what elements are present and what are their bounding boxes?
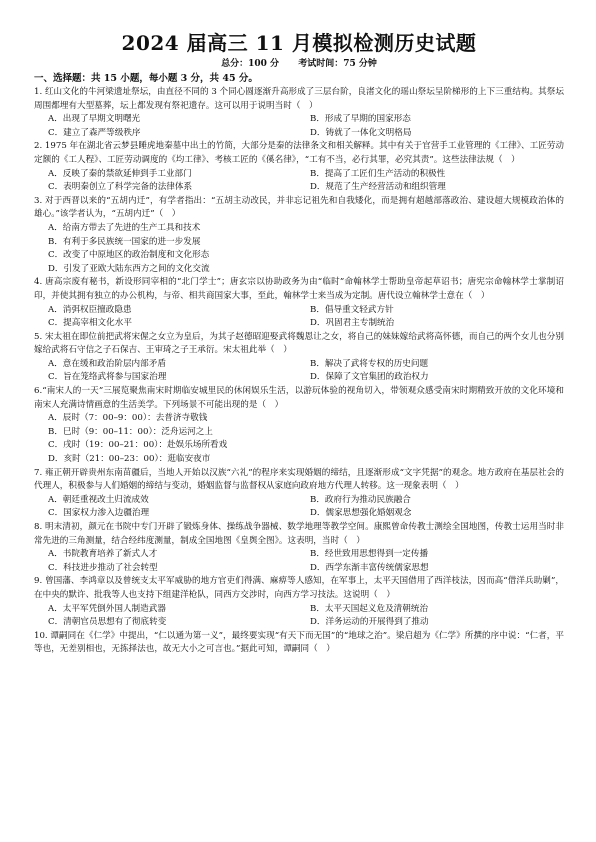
option-c: C．戌时（19：00–21：00）：赴娱乐场所看戏 xyxy=(48,440,228,451)
option-b: B．解决了武将专权的历史问题 xyxy=(310,358,429,369)
option-b: B．有利于多民族统一国家的进一步发展 xyxy=(48,236,201,247)
option-a: A．意在缓和政治阶层内部矛盾 xyxy=(48,358,166,369)
question-stem: 8. 明末清初，颜元在书院中专门开辟了锻炼身体、操练战争器械、数学地理等教学空间。康熙曾命传教士测绘全国地图，传教士运用当时非常先进的三角测量，结合经纬度测量，制成全国地图《皇舆全图》。这表明，当时（ ） xyxy=(34,522,564,546)
option-d: D．亥时（21：00–23：00）：逛临安夜市 xyxy=(48,454,211,465)
question-list xyxy=(34,86,564,657)
option-b: B．政府行为推动民族融合 xyxy=(310,494,411,505)
option-c: C．科技进步推动了社会转型 xyxy=(48,562,158,573)
question-stem: 4. 唐高宗废有秘书，新设形同宰相的“北门学士”；唐玄宗以协助政务为由“临时”命翰林学士帮助皇帝起草诏书；唐宪宗命翰林学士掌制诏印，并使其拥有独立的办公机构，与帝、相共商国家大事，至此，翰林学士来当成为定制。唐代设立翰林学士意在（ ） xyxy=(34,277,564,301)
question-5 xyxy=(34,331,564,385)
option-a: A．朝廷重视改土归流成效 xyxy=(48,494,149,505)
option-a: A．消弭权臣擅政隐患 xyxy=(48,304,132,315)
option-a: A．给南方带去了先进的生产工具和技术 xyxy=(48,222,201,233)
page-title: 2024 届高三 11 月模拟检测历史试题 xyxy=(121,31,477,55)
option-list xyxy=(34,412,564,466)
option-c: C．建立了森严等级秩序 xyxy=(48,127,141,138)
option-list xyxy=(34,358,564,385)
question-stem: 9. 曾国藩、李鸿章以及曾统支太平军威胁的地方官吏们得满、麻痹等人感知，在军事上，太平天国借用了西洋枝法，因而高“借洋兵助剿”，在中央的默许、批我等人也支持下组建洋枪队，同西方交涉时，向西方学习技法。这说明（ ） xyxy=(34,576,564,600)
option-a: A．反映了秦的禁欲延伸到手工业部门 xyxy=(48,168,192,179)
question-8 xyxy=(34,521,564,575)
option-b: B．形成了早期的国家形态 xyxy=(310,114,411,125)
option-b: B．太平天国起义危及清朝统治 xyxy=(310,603,429,614)
option-list xyxy=(34,168,564,195)
option-d: D．引发了亚欧大陆东西方之间的文化交流 xyxy=(48,263,210,274)
question-3 xyxy=(34,195,564,277)
option-a: A．书院教育培养了新式人才 xyxy=(48,549,158,560)
option-b: B．巳时（9：00–11：00）：泛舟运河之上 xyxy=(48,426,213,437)
option-c: C．提高宰相文化水平 xyxy=(48,318,132,329)
option-c: C．清朝官员思想有了彻底转变 xyxy=(48,617,167,628)
section-heading: 一、选择题：共 15 小题，每小题 3 分，共 45 分。 xyxy=(34,73,258,84)
total-score: 总分：100 分 xyxy=(221,59,280,69)
question-7 xyxy=(34,467,564,521)
option-list xyxy=(34,113,564,140)
question-10 xyxy=(34,630,564,657)
question-stem: 5. 宋太祖在即位前把武将宋偓之女立为皇后，为其子赵德昭迎娶武将魏恩让之女，将自己的妹妹嫁给武将高怀德，而自己的两个女儿也分别嫁给武将石守信之子石保吉、王审琦之子王承衍。宋太祖此举（ ） xyxy=(34,331,564,356)
question-stem: 6.“南宋人的一天”三展览聚焦南宋时期临安城里民的休闲娱乐生活，以游玩体验的视角切入，带领观众感受南宋时期精致开放的文化环境和南宋人充满诗情画意的生活美学。下列场景不可能出现的是（ ） xyxy=(34,386,564,410)
option-d: D．儒家思想强化婚姻观念 xyxy=(310,508,412,519)
option-c: C．国家权力渗入边疆治理 xyxy=(48,508,150,519)
option-b: B．经世致用思想得到一定传播 xyxy=(310,549,429,560)
option-b: B．倡导重文轻武方针 xyxy=(310,304,394,315)
option-a: A．太平军凭倒外国人制造武器 xyxy=(48,603,166,614)
option-a: A．出现了早期文明曙光 xyxy=(48,114,141,125)
option-c: C．改变了中原地区的政治制度和文化形态 xyxy=(48,250,210,261)
option-d: D．铸就了一体化文明格局 xyxy=(310,127,412,138)
exam-time: 考试时间：75 分钟 xyxy=(298,59,377,69)
exam-meta xyxy=(34,58,564,70)
option-d: D．规范了生产经营活动和组织管理 xyxy=(310,182,446,193)
option-d: D．保障了文官集团的政治权力 xyxy=(310,372,429,383)
option-list xyxy=(34,548,564,575)
option-d: D．洋务运动的开展得到了推动 xyxy=(310,617,429,628)
option-d: D．西学东渐丰富传统儒家思想 xyxy=(310,562,429,573)
question-stem: 3. 对于西晋以来的“五胡内迁”，有学者指出：“五胡主动改民，并非忘记祖先和自我矮化，而是拥有超越部落政治、建设超大规模政治体的雄心。”该学者认为，“五胡内迁”（ ） xyxy=(34,195,564,220)
option-c: C．旨在笼络武将参与国家治理 xyxy=(48,372,167,383)
option-list xyxy=(34,494,564,521)
option-b: B．提高了工匠们生产活动的积极性 xyxy=(310,168,446,179)
option-a: A．辰时（7：00–9：00）：去普济寺敬钱 xyxy=(48,413,208,424)
option-list xyxy=(34,222,564,276)
option-list xyxy=(34,603,564,630)
option-list xyxy=(34,304,564,331)
question-stem: 7. 雍正朝开辟贵州东南苗疆后，当地人开始以汉族“六礼”的程序来实现婚姻的缔结，且逐渐形成“文字凭据”的观念。地方政府在基层社会的代理人，积极参与人们婚姻的缔结与变动，婚姻监督与监督权从家庭向政府地方代理人转移。这一现象表明（ ） xyxy=(34,467,564,492)
question-9 xyxy=(34,575,564,629)
option-d: D．巩固君主专制统治 xyxy=(310,318,395,329)
question-1 xyxy=(34,86,564,140)
question-stem: 10. 谭嗣同在《仁学》中提出，“仁以通为第一义”，最终要实现“有天下而无国”的“地球之治”。梁启超为《仁学》所撰的序中说：“仁者，平等也，无差别相也，无拣择法也，故无大小之可言也。”据此可知，谭嗣同（ ） xyxy=(34,630,564,655)
question-stem: 2. 1975 年在湖北省云梦县睡虎地秦墓中出土的竹简，大部分是秦的法律条文和相关解释。其中有关于官营手工业管理的《工律》、工匠劳动定额的《工人程》、工匠劳动调度的《均工律》、考核工匠的《傒名律》，“工有不当，必行其罪，必究其责”。这些法律法规（ ） xyxy=(34,141,564,165)
option-c: C．表明秦创立了科学完备的法律体系 xyxy=(48,182,193,193)
question-4 xyxy=(34,276,564,330)
question-6 xyxy=(34,385,564,467)
question-2 xyxy=(34,140,564,194)
question-stem: 1. 红山文化的牛河梁遗址祭坛，由直径不同的 3 个同心圆逐渐升高形成了三层台阶，良渚文化的瑶山祭坛呈阶梯形的上下三重结构。其祭坛周围都埋有大型墓葬，坛上都发现有祭祀遗存。这可以用于说明当时（ ） xyxy=(34,87,564,111)
